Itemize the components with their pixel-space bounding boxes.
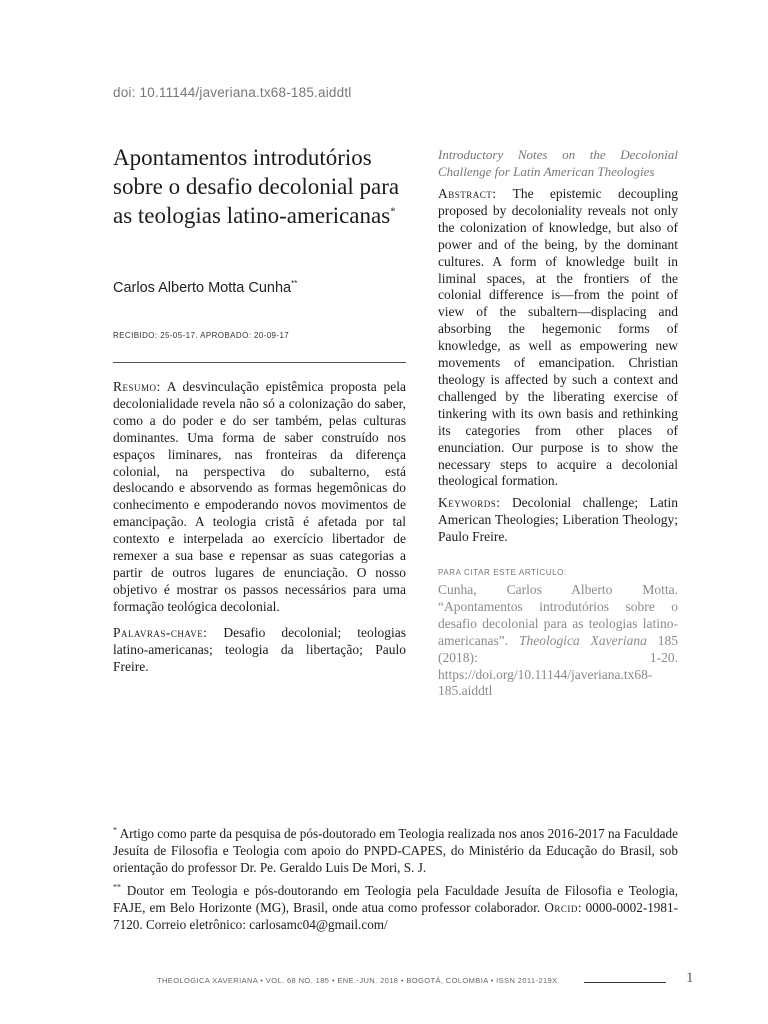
palavras-chave-text: Desafio decolonial; teologias latino-americanas; teologia da libertação; Paulo Freire.	[113, 625, 406, 674]
abstract-label: Abstract:	[438, 186, 497, 201]
citation-text	[438, 582, 678, 700]
keywords-label: Keywords:	[438, 495, 501, 510]
section-divider	[113, 362, 406, 363]
resumo-text: A desvinculação epistêmica proposta pela decolonialidade revela não só a colonização do saber, como a do poder e do ser também, pelas culturas dominantes. Uma forma de saber construído nos espaços liminares, nas fronteiras da diferença colonial, na perspectiva do subalterno, está deslocando e absorvendo as formas hegemônicas do conhecimento e empoderando novos movimentos de emancipação. A teologia cristã é afetada por tal contexto e interpelada ao exercício libertador de remexer a sua base e repensar as suas categorias a partir de outros lugares de enunciação. O nosso objetivo é mostrar os passos necessários para uma formação teológica decolonial.	[113, 379, 406, 614]
author-name-text: Carlos Alberto Motta Cunha	[113, 280, 292, 296]
citation-label: PARA CITAR ESTE ARTÍCULO:	[438, 568, 567, 577]
abstract-paragraph	[438, 186, 678, 490]
footnote-2	[113, 883, 678, 934]
english-title: Introductory Notes on the Decolonial Challenge for Latin American Theologies	[438, 147, 678, 179]
doi-line[interactable]: doi: 10.11144/javeriana.tx68-185.aiddtl	[113, 85, 352, 100]
citation-text-after[interactable]: 185 (2018): 1-20. https://doi.org/10.11144/javeriana.tx68-185.aiddtl	[438, 632, 679, 699]
resumo-label: Resumo:	[113, 379, 161, 394]
author-footnote-marker[interactable]: **	[291, 279, 298, 289]
palavras-chave-label: Palavras-chave:	[113, 625, 208, 640]
citation-journal: Theologica Xaveriana	[518, 632, 647, 648]
citation-text-before: Cunha, Carlos Alberto Motta. “Apontamentos introdutórios sobre o desafio decolonial para as teologias latino-americanas”.	[438, 582, 678, 648]
title-footnote-marker[interactable]: *	[390, 205, 396, 218]
keywords-text: Decolonial challenge; Latin American Theologies; Liberation Theology; Paulo Freire.	[438, 495, 678, 544]
title-text: Apontamentos introdutórios sobre o desafio decolonial para as teologias latino-americanas	[113, 145, 400, 228]
footnote-2-marker: **	[113, 882, 121, 892]
article-title	[113, 143, 413, 230]
running-footer: THEOLOGICA XAVERIANA • VOL. 68 NO. 185 • ENE.-JUN. 2018 • BOGOTÁ, COLOMBIA • ISSN 2011-219X	[157, 976, 558, 985]
footnote-1	[113, 826, 678, 877]
author-name	[113, 280, 297, 296]
received-approved-dates: RECIBIDO: 25-05-17. APROBADO: 20-09-17	[113, 331, 290, 340]
footnote-1-text: Artigo como parte da pesquisa de pós-doutorado em Teologia realizada nos anos 2016-2017 na Faculdade Jesuíta de Filosofia e Teologia com apoio do PNPD-CAPES, do Ministério da Educação do Brasil, sob orientação do professor Dr. Pe. Geraldo Luis De Mori, S. J.	[113, 826, 678, 875]
resumo-paragraph	[113, 379, 406, 616]
footnote-1-marker: *	[113, 825, 117, 835]
page-number: 1	[686, 970, 694, 986]
keywords-paragraph	[438, 495, 678, 546]
footnote-2-orcid-label: Orcid	[544, 899, 578, 915]
abstract-text: The epistemic decoupling proposed by decoloniality reveals not only the colonization of knowledge, but also of power and of the being, by the dominant cultures. A form of knowledge built in liminal spaces, at the frontiers of the colonial difference is—from the point of view of the subaltern—displacing and absorbing the hegemonic forms of knowledge, as well as empowering new movements of emancipation. Christian theology is affected by such a context and challenged by the liberating exercise of tinkering with its own basis and rethinking its categories from other places of enunciation. Our purpose is to show the necessary steps to acquire a decolonial theological formation.	[438, 186, 678, 489]
palavras-chave-paragraph	[113, 625, 406, 676]
footnote-2-text-before: Doutor em Teologia e pós-doutorando em Teologia pela Faculdade Jesuíta de Filosofia e Teologia, FAJE, em Belo Horizonte (MG), Brasil, onde atua como professor colaborador.	[113, 883, 678, 915]
footer-rule	[584, 982, 666, 983]
footnote-2-text-after[interactable]: : 0000-0002-1981-7120. Correio eletrônico: carlosamc04@gmail.com/	[113, 899, 678, 932]
